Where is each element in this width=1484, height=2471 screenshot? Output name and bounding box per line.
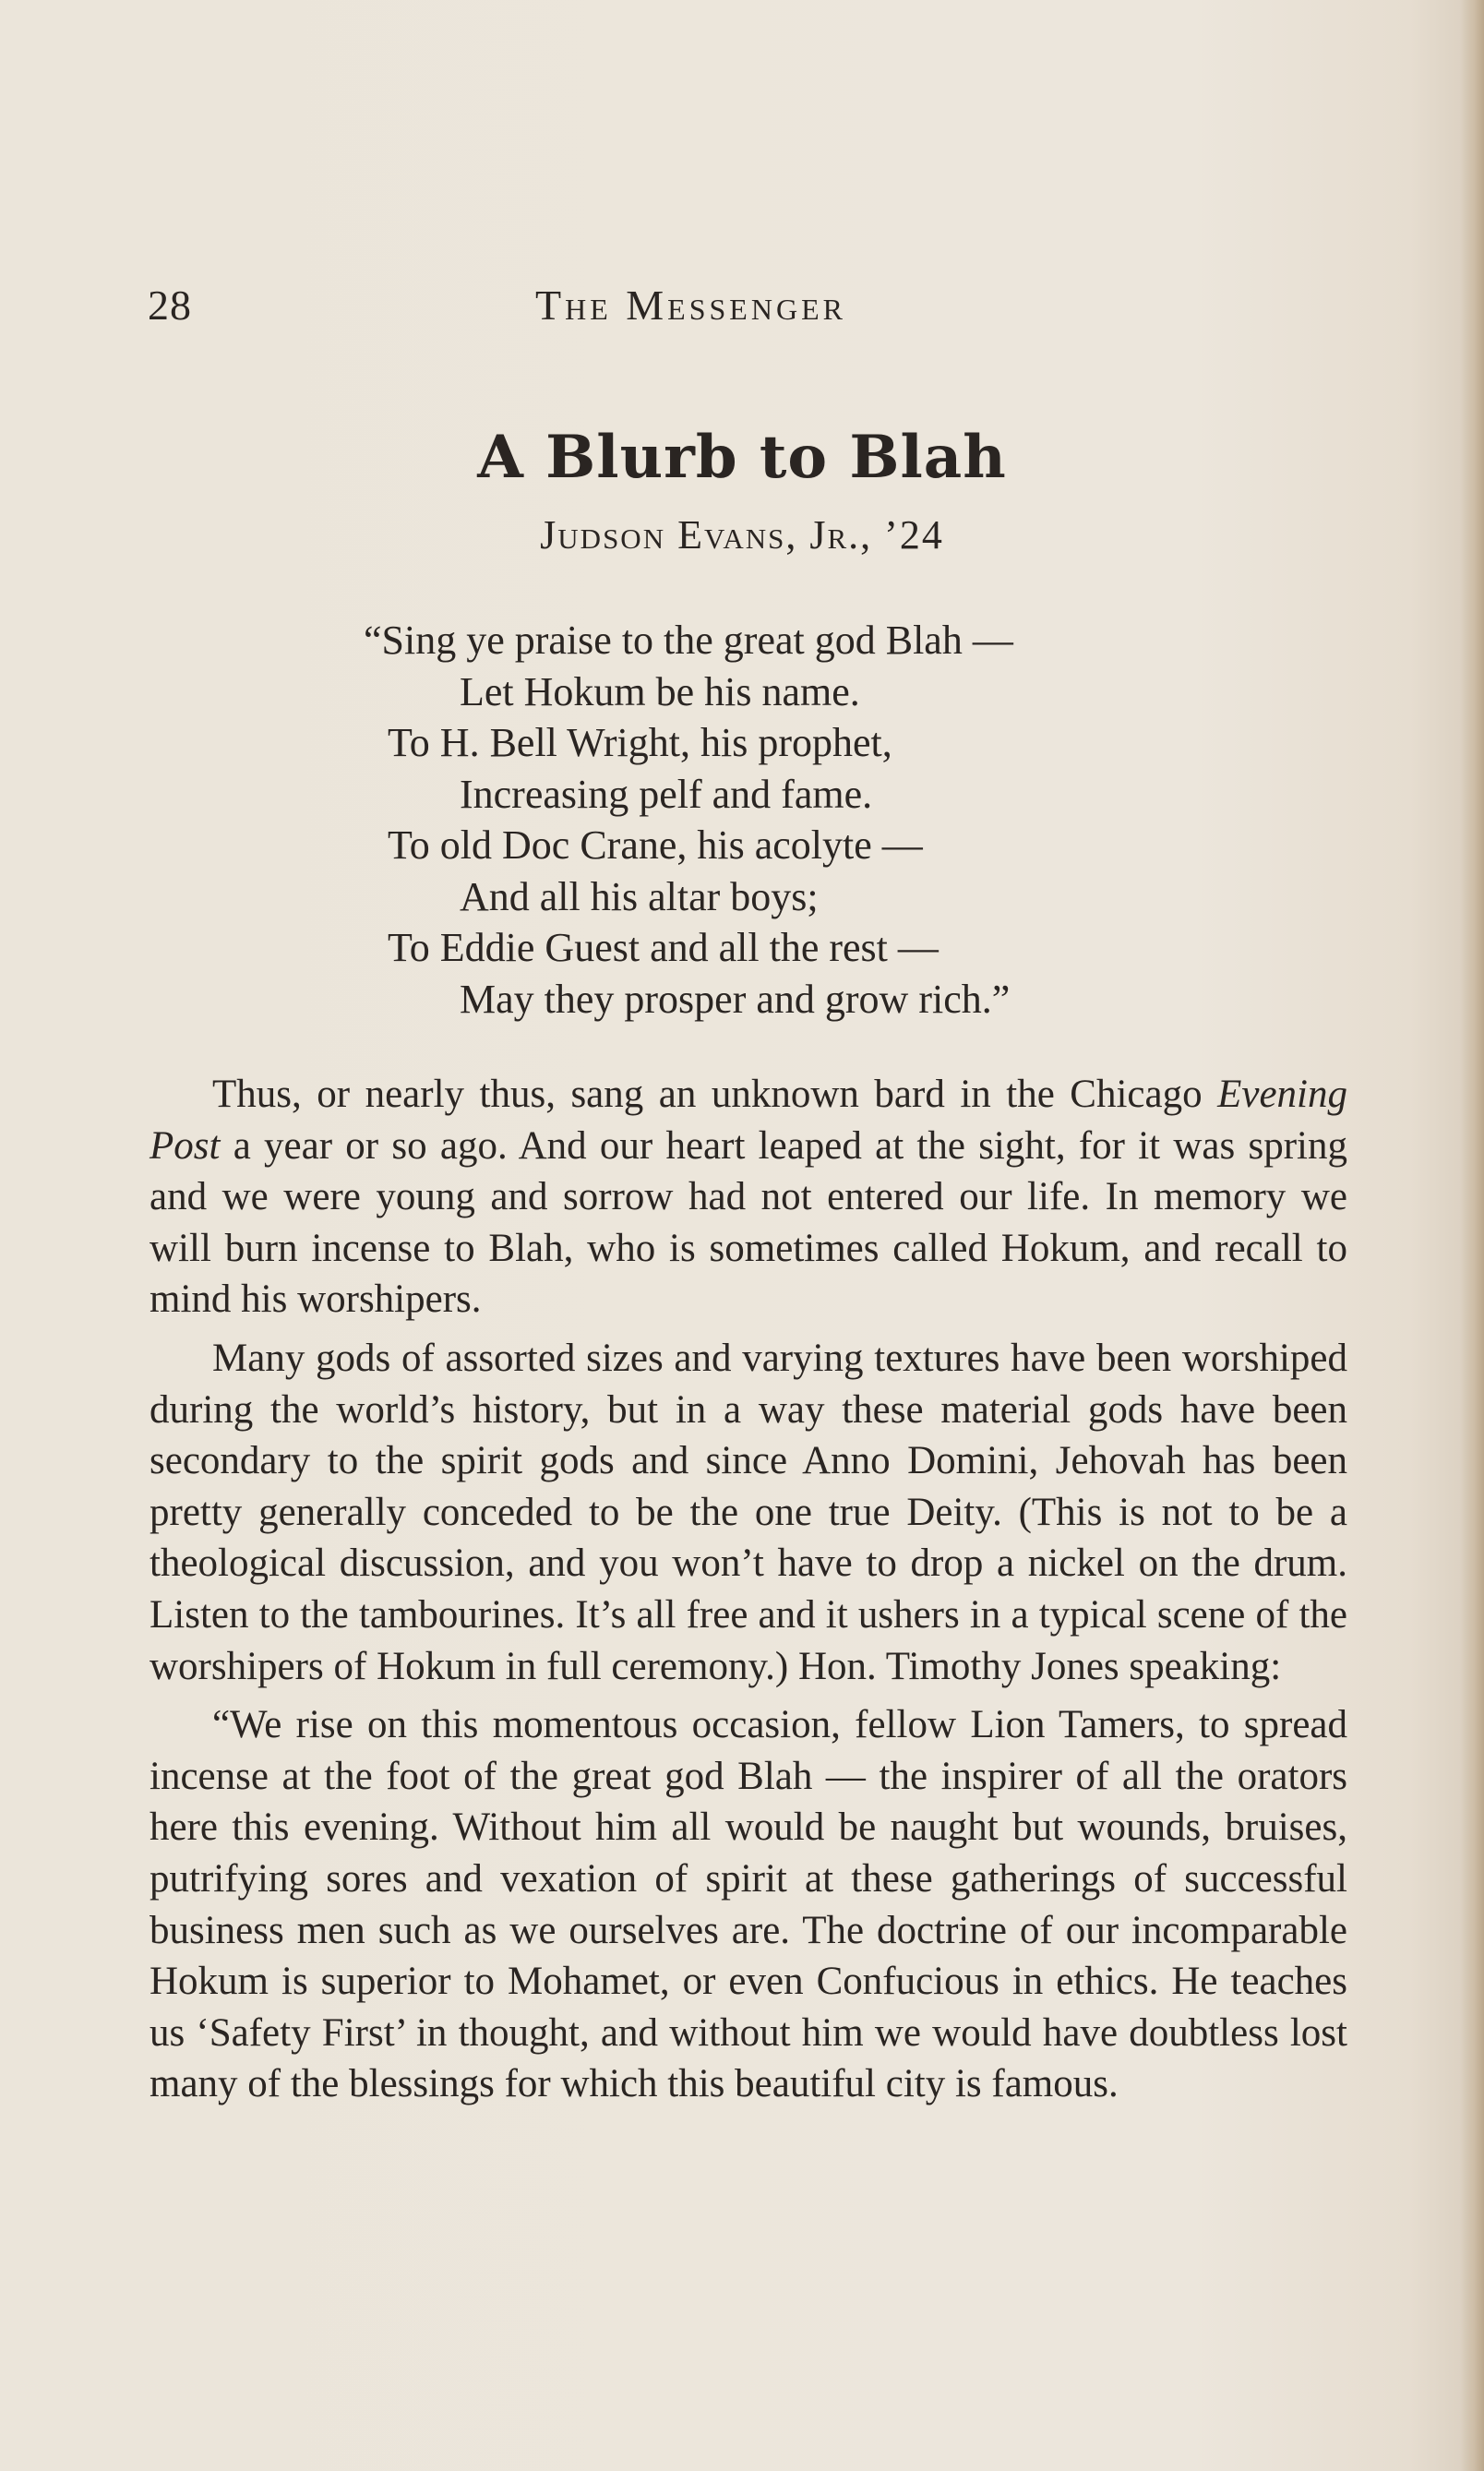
article-title: A Blurb to Blah — [477, 423, 1007, 492]
article-body — [150, 1069, 1347, 2117]
paragraph: Many gods of assorted sizes and varying textures have been worshiped during the world’s history, but in a way these material gods have been secondary to the spirit gods and since Anno Domini, Jehovah has been pretty generally conceded to be the one true Deity. (This is not to be a theological discussion, and you won’t have to drop a nickel on the drum. Listen to the tambourines. It’s all free and it ushers in a typical scene of the worshipers of Hokum in full ceremony.) Hon. Timothy Jones speaking: — [150, 1336, 1347, 1688]
poem-line: May they prosper and grow rich.” — [460, 976, 1011, 1022]
poem-line: To old Doc Crane, his acolyte — — [388, 822, 923, 868]
poem — [364, 615, 1218, 1025]
page-number: 28 — [148, 282, 192, 329]
paragraph-text: a year or so ago. And our heart leaped at the sight, for it was spring and we were young and sorrow had not entered our life. In memory we will burn incense to Blah, who is sometimes called Hokum, and recall to mind his worshipers. — [150, 1123, 1347, 1322]
paragraph-text: Thus, or nearly thus, sang an unknown bard in the Chicago — [212, 1073, 1218, 1116]
poem-line: “Sing ye praise to the great god Blah — — [364, 618, 1013, 663]
newspaper-name: Evening Post — [150, 1073, 1347, 1168]
poem-line: To H. Bell Wright, his prophet, — [388, 720, 892, 765]
page-edge-shadow — [1460, 0, 1484, 2471]
poem-line: To Eddie Guest and all the rest — — [388, 925, 939, 970]
poem-line: Let Hokum be his name. — [460, 668, 860, 714]
paragraph: “We rise on this momentous occasion, fellow Lion Tamers, to spread incense at the foot of the great god Blah — the inspirer of all the orators here this evening. Without him all would be naught but wounds, bruises, putrifying sores and vexation of spirit at these gatherings of successful business men such as we ourselves are. The doctrine of our incomparable Hokum is superior to Mohamet, or even Confucious in ethics. He teaches us ‘Safety First’ in thought, and without him we would have doubtless lost many of the blessings for which this beautiful city is famous. — [150, 1703, 1347, 2106]
running-head: The Messenger — [535, 282, 846, 329]
page-header — [148, 281, 1347, 336]
poem-line: And all his altar boys; — [460, 873, 819, 919]
poem-line: Increasing pelf and fame. — [460, 771, 873, 817]
paragraph — [150, 1069, 1347, 1325]
article-byline: Judson Evans, Jr., ’24 — [540, 512, 944, 558]
